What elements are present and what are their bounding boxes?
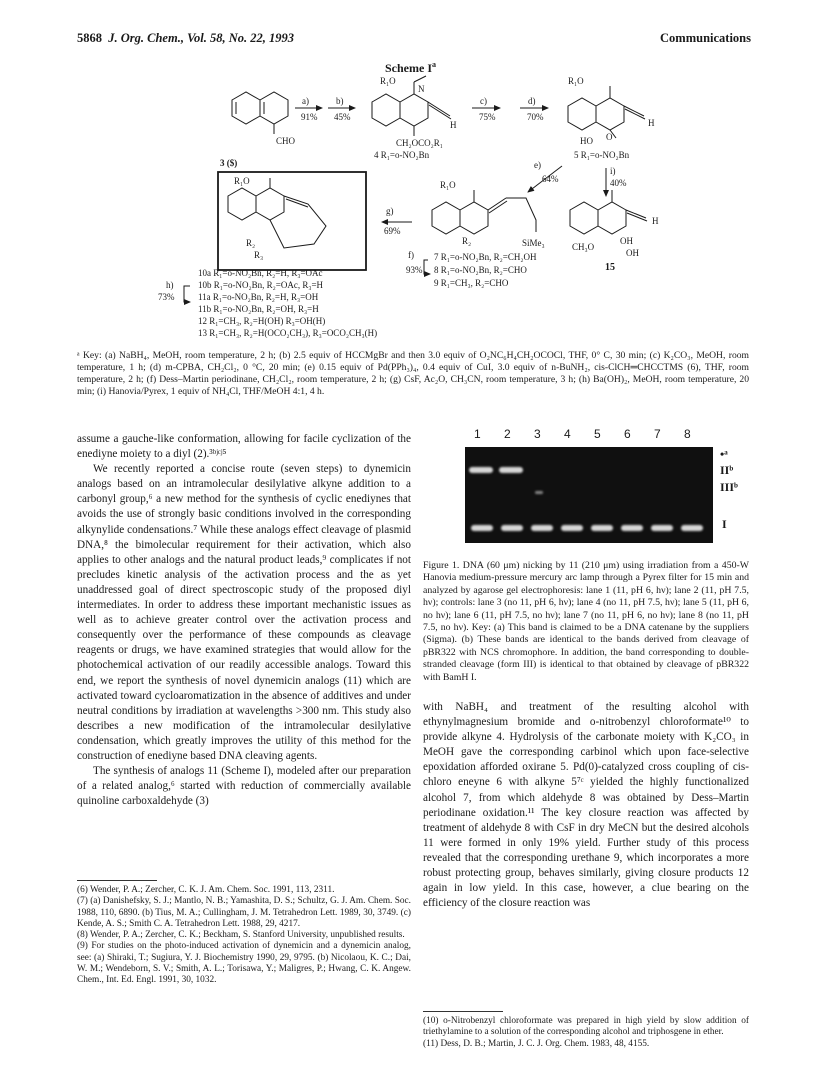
right-column [423, 700, 749, 911]
compound-13-label: 13 R₁=CH₃, R₂=H(OCO₂CH₃), R₃=OCO₂CH₃(H) [198, 328, 378, 338]
svg-text:SiMe₃: SiMe₃ [522, 238, 545, 248]
compound-15-structure [570, 190, 647, 234]
paragraph: with NaBH₄ and treatment of the resulting alcohol with ethynylmagnesium bromide and o-nitrobenzyl chloroformate¹⁰ to provide alkyne 4. Hydrolysis of the carbonate moiety with K₂CO₃ in MeOH gave the corresponding carbinol which upon face-selective epoxidation afforded oxirane 5. Pd(0)-catalyzed cross coupling of cis-chloro eneyne 6 with alkyne 5⁷ᶜ yielded the highly functionalized alcohol 7, from which aldehyde 8 was obtained by Dess–Martin periodinane oxidation.¹¹ The key closure reaction was affected by treatment of aldehyde 8 with CsF in dry MeCN but the desired alcohols 11 were formed in only 19% yield. Further study of this process revealed that the corresponding urethane 9, which incorporates a more robust protecting group, behaves similarly, giving closure products 12 again in low yield. In this case, however, a clue bearing on the efficiency of the closure reaction was [423, 701, 749, 910]
svg-text:i): i) [610, 166, 616, 176]
arrow-f [424, 260, 430, 274]
compound-7-label: 7 R₁=o-NO₂Bn, R₂=CH₂OH [434, 252, 537, 262]
gel-band [621, 525, 643, 531]
compound-5-structure [568, 86, 645, 138]
compound-11b-label: 11b R₁=o-NO₂Bn, R₂=OH, R₃=H [198, 304, 319, 314]
svg-text:h): h) [166, 280, 174, 290]
footnote: (9) For studies on the photo-induced activation of dynemicin and a dynemicin analog, see: (a) Shiraki, T.; Sugiura, Y. J. Biochemistry 1990, 29, 9795. (b) Nicolaou, K. C.; Dai, W. M.; Wendeborn, S. V.; Smith, A. L.; Torisawa, Y.; Maligres, P.; Hwang, C. K. Angew. Chem., Int. Ed. Engl. 1991, 30, 1032. [77, 941, 411, 986]
svg-text:H: H [450, 120, 457, 130]
band-label-III: IIIᵇ [720, 480, 738, 494]
svg-text:CH₃O: CH₃O [572, 242, 595, 252]
scheme-key: ᵃ Key: (a) NaBH₄, MeOH, room temperature, 2 h; (b) 2.5 equiv of HCCMgBr and then 3.0 equiv of O₂NC₆H₄CH₂OCOCl, THF, 0° C, 30 min; (c) K₂CO₃, MeOH, room temperature, 1 h; (d) m-CPBA, CH₂Cl₂, 0 °C, 20 min; (e) 0.15 equiv of Pd(PPh₃)₄, 0.4 equiv of CuI, 3.0 equiv of n-BuNH₂, cis-ClCH═CHCCTMS (6), THF, room temperature, 2 h; (f) Dess–Martin periodinane, CH₂Cl₂, room temperature, 2 h; (g) CsF, Ac₂O, CH₃CN, room temperature, 3 h; (h) Ba(OH)₂, MeOH, room temperature, 20 min; (i) Hanovia/Pyrex, 1 equiv of NH₄Cl, THF/MeOH 4:1, 4 h. [77, 350, 749, 397]
svg-text:45%: 45% [334, 112, 351, 122]
svg-text:R₁O: R₁O [440, 180, 456, 190]
gel-band [501, 525, 523, 531]
band-label-II: IIᵇ [720, 463, 734, 477]
svg-text:d): d) [528, 96, 536, 106]
compound-7-9-structure [432, 190, 536, 234]
gel-band [651, 525, 673, 531]
figure-caption: Figure 1. DNA (60 μm) nicking by 11 (210 μm) using irradiation from a 450-W Hanovia medium-pressure mercury arc lamp through a Pyrex filter for 15 min and analyzed by agarose gel electrophoresis: lane 1 (11, pH 6, hν); lane 2 (11, pH 7.5, hν); controls: lane 3 (no 11, pH 6, hν); lane 4 (no 11, pH 7.5, hν); lane 5 (11, pH 6, no hν); lane 6 (11, pH 7.5, no hν); lane 7 (no 11, pH 6, no hν); lane 8 (no 11, pH 7.5, no hν). Key: (a) This band is claimed to be a DNA catenane by the suppliers (Sigma). (b) These bands are identical to the bands derived from cleavage of pBR322 with NCS chromophore. In addition, the band corresponding to double-stranded cleavage (form III) is identical to that obtained by cleavage of pBR322 with BamH I. [423, 560, 749, 683]
gel-band [469, 467, 493, 473]
gel-band [591, 525, 613, 531]
footnote: (7) (a) Danishefsky, S. J.; Mantlo, N. B.; Yamashita, D. S.; Schultz, G. J. Am. Chem. Soc. 1988, 110, 6890. (b) Tius, M. A.; Cullingham, J. M. Tetrahedron Lett. 1989, 30, 3749. (c) Kende, A. S.; Smith C. A. Tetrahedron Lett. 1988, 29, 4217. [77, 896, 411, 929]
svg-text:73%: 73% [158, 292, 175, 302]
svg-text:H: H [652, 216, 659, 226]
footnote: (6) Wender, P. A.; Zercher, C. K. J. Am. Chem. Soc. 1991, 113, 2311. [77, 885, 335, 895]
footnote: (11) Dess, D. B.; Martin, J. C. J. Org. Chem. 1983, 48, 4155. [423, 1038, 650, 1049]
gel-band [535, 491, 543, 494]
section-name: Communications [660, 31, 751, 45]
band-label-catenane: •ᵃ [720, 447, 728, 461]
svg-text:40%: 40% [610, 178, 627, 188]
svg-text:91%: 91% [301, 112, 318, 122]
arrow-h [184, 286, 190, 302]
paragraph: assume a gauche-like conformation, allowing for facile cyclization of the enediyne moiety to a diyl (2).³ᵇʲᶜʲ⁵ [77, 433, 411, 461]
compound-8-label: 8 R₁=o-NO₂Bn, R₂=CHO [434, 265, 527, 275]
paragraph: The synthesis of analogs 11 (Scheme I), modeled after our preparation of a related analog,⁶ started with reduction of commercially available quinoline carboxaldehyde (3) [77, 765, 411, 808]
footnote: (8) Wender, P. A.; Zercher, C. K.; Beckham, S. Stanford University, unpublished results. [77, 930, 405, 941]
svg-text:R₂: R₂ [462, 236, 472, 246]
gel-band [471, 525, 493, 531]
svg-text:69%: 69% [384, 226, 401, 236]
compound-10-11-box [218, 172, 366, 270]
scheme-title: Scheme $I^a$ [385, 60, 436, 75]
band-label-I: I [722, 517, 727, 531]
svg-text:OH: OH [626, 248, 639, 258]
compound-10a-label: 10a R₁=o-NO₂Bn, R₂=H, R₃=OAc [198, 268, 323, 278]
footnote-rule [77, 880, 157, 881]
gel-image [465, 447, 713, 543]
reaction-scheme [150, 74, 770, 344]
svg-text:g): g) [386, 206, 394, 216]
svg-text:CH₂OCO₂R₁: CH₂OCO₂R₁ [396, 138, 443, 148]
svg-text:64%: 64% [542, 174, 559, 184]
gel-band [561, 525, 583, 531]
svg-text:b): b) [336, 96, 344, 106]
gel-band [531, 525, 553, 531]
paragraph: We recently reported a concise route (seven steps) to dynemicin analogs based on an intramolecular desilylative alkyne addition to a carbonyl group,⁶ a new method for the synthesis of cyclic enediynes that avoids the use of strongly basic conditions involved in the corresponding alkynylide condensations.⁷ While these analogs effect cleavage of plasmid DNA,⁸ the bimolecular requirement for their activation, which also applies to other analogs and the natural product leads,⁹ complicates if not precludes kinetic analysis of the activation process and the as yet unaddressed goal of direct spectroscopic study of the proposed diyl intermediates. In order to address these important mechanistic issues as well as to achieve greater control over the activation process and consequently over the performance of these compounds as cleavage reagents or drugs, we have examined strategies that would allow for the photochemical activation of our readily accessible analogs. Toward this end, we report the synthesis of novel dynemicin analogs (11) which are activated toward cycloaromatization in the absence of additives and under neutral conditions by irradiation at wavelengths >300 nm. This study also describes a new modification of the intramolecular desilylative condensation, which greatly improves the utility of this method for the construction of enediyne based DNA cleaving agents. [77, 463, 411, 762]
svg-text:R₃: R₃ [254, 250, 264, 260]
svg-text:70%: 70% [527, 112, 544, 122]
gel-band [499, 467, 523, 473]
svg-text:R₁O: R₁O [568, 76, 584, 86]
svg-text:CHO: CHO [276, 136, 296, 146]
compound-15-label: 15 [605, 262, 615, 273]
svg-text:R₂: R₂ [246, 238, 256, 248]
svg-text:N: N [418, 84, 425, 94]
compound-3-structure [232, 92, 288, 134]
gel-lane-numbers: 1 2 3 4 5 6 7 8 [474, 427, 691, 441]
compound-4-label: 4 R₁=o-NO₂Bn [374, 150, 430, 160]
compound-10-11-structure [228, 178, 326, 248]
footnote: (10) o-Nitrobenzyl chloroformate was prepared in high yield by slow addition of triethylamine to a solution of the corresponding alcohol and triphosgene in ether. [423, 1016, 749, 1038]
svg-text:OH: OH [620, 236, 633, 246]
compound-12-label: 12 R₁=CH₃, R₂=H(OH) R₃=OH(H) [198, 316, 326, 326]
svg-text:O: O [606, 132, 613, 142]
compound-11a-label: 11a R₁=o-NO₂Bn, R₂=H, R₃=OH [198, 292, 319, 302]
left-column [77, 432, 411, 809]
footnotes-right [423, 1016, 749, 1050]
svg-text:f): f) [408, 250, 414, 260]
svg-text:75%: 75% [479, 112, 496, 122]
compound-5-label: 5 R₁=o-NO₂Bn [574, 150, 630, 160]
compound-9-label: 9 R₁=CH₃, R₂=CHO [434, 278, 509, 288]
svg-text:93%: 93% [406, 265, 423, 275]
footnote-rule [423, 1011, 503, 1012]
compound-3-label: 3 ($) [220, 158, 238, 168]
compound-10b-label: 10b R₁=o-NO₂Bn, R₂=OAc, R₃=H [198, 280, 324, 290]
gel-band [681, 525, 703, 531]
svg-text:e): e) [534, 160, 541, 170]
footnotes-left [77, 885, 411, 987]
page-number: 5868 [77, 31, 102, 45]
svg-text:c): c) [480, 96, 487, 106]
running-header-left [77, 31, 294, 46]
journal-citation: J. Org. Chem., Vol. 58, No. 22, 1993 [108, 31, 295, 45]
svg-text:R₁O: R₁O [234, 176, 250, 186]
svg-text:H: H [648, 118, 655, 128]
svg-text:HO: HO [580, 136, 593, 146]
svg-text:a): a) [302, 96, 309, 106]
svg-text:R₁O: R₁O [380, 76, 396, 86]
